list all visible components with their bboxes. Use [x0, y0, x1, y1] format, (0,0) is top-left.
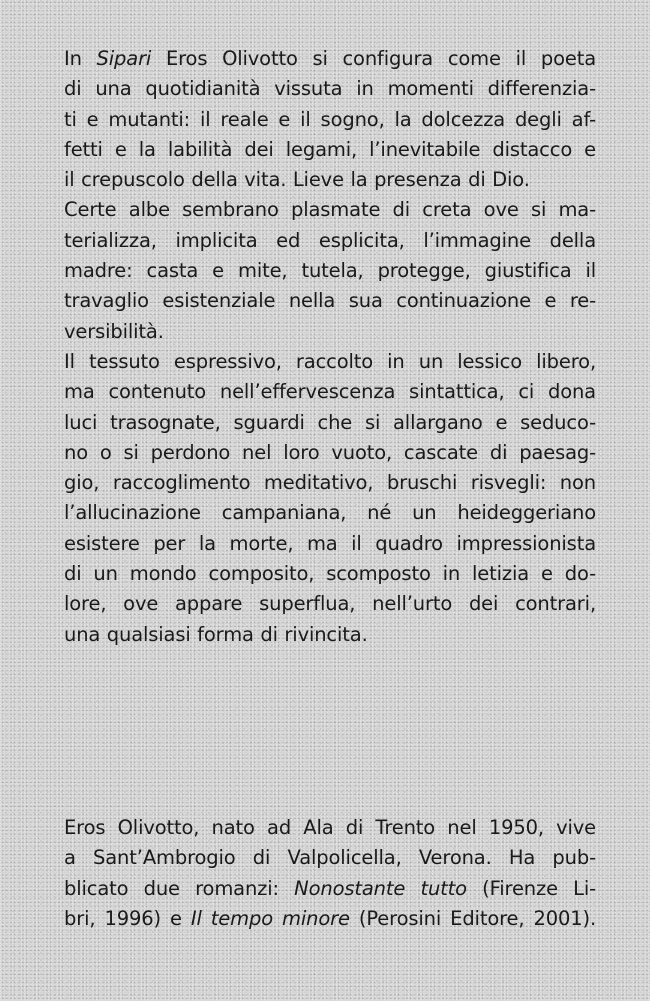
review-text: madre: casta e mite, tutela, protegge, giustifica il	[64, 259, 596, 283]
review-line	[64, 165, 596, 195]
review-text: esistere per la morte, ma il quadro impressionista	[64, 531, 596, 555]
review-text: luci trasognate, sguardi che si allargano e seduco-	[64, 410, 596, 434]
review-text	[64, 44, 596, 650]
review-text: ma contenuto nell’effervescenza sintattica, ci dona	[64, 380, 596, 404]
bio-line	[64, 904, 596, 934]
review-line	[64, 226, 596, 256]
review-text: una qualsiasi forma di rivincita.	[64, 622, 368, 646]
review-line	[64, 135, 596, 165]
review-line	[64, 286, 596, 316]
author-bio	[64, 813, 596, 934]
review-line	[64, 377, 596, 407]
bio-text: bri, 1996) e	[64, 906, 191, 930]
review-text: Il tessuto espressivo, raccolto in un lessico libero,	[64, 349, 596, 373]
bio-line	[64, 813, 596, 843]
review-line	[64, 589, 596, 619]
review-line	[64, 468, 596, 498]
review-text: gio, raccoglimento meditativo, bruschi risvegli: non	[64, 471, 596, 495]
review-line	[64, 44, 596, 74]
review-italic-title: Sipari	[96, 47, 152, 70]
bio-line	[64, 843, 596, 873]
review-text: In	[64, 47, 97, 70]
review-text: il crepuscolo della vita. Lieve la presenza di Dio.	[64, 168, 530, 192]
review-text: l’allucinazione campaniana, né un heideggeriano	[64, 501, 596, 525]
review-line	[64, 529, 596, 559]
review-text: di una quotidianità vissuta in momenti differenzia-	[64, 77, 596, 101]
bio-text: (Perosini Editore, 2001).	[349, 906, 597, 930]
bio-italic-title: Nonostante tutto	[294, 876, 467, 900]
review-line	[64, 317, 596, 347]
review-text: terializza, implicita ed esplicita, l’immagine della	[64, 228, 596, 252]
review-line	[64, 74, 596, 104]
bio-line	[64, 874, 596, 904]
review-text: no o si perdono nel loro vuoto, cascate di paesag-	[64, 440, 596, 464]
review-text: di un mondo composito, scomposto in letizia e do-	[64, 562, 596, 586]
review-line	[64, 498, 596, 528]
review-line	[64, 195, 596, 225]
review-text: lore, ove appare superflua, nell’urto dei contrari,	[64, 592, 596, 616]
review-line	[64, 105, 596, 135]
review-line	[64, 347, 596, 377]
review-text: Eros Olivotto si configura come il poeta	[151, 47, 597, 70]
review-line	[64, 408, 596, 438]
bio-text: a Sant’Ambrogio di Valpolicella, Verona. Ha pub-	[64, 846, 596, 870]
bio-text: blicato due romanzi:	[64, 876, 295, 900]
review-text: Certe albe sembrano plasmate di creta ove si ma-	[64, 198, 596, 222]
bio-text: Eros Olivotto, nato ad Ala di Trento nel 1950, vive	[64, 816, 596, 839]
bio-italic-title: Il tempo minore	[190, 906, 350, 930]
review-line	[64, 256, 596, 286]
review-text: travaglio esistenziale nella sua continuazione e re-	[64, 289, 596, 313]
review-line	[64, 559, 596, 589]
review-line	[64, 620, 596, 650]
review-text: fetti e la labilità dei legami, l’inevitabile distacco e	[64, 137, 596, 161]
bio-text: (Firenze Li-	[466, 876, 597, 900]
review-text: ti e mutanti: il reale e il sogno, la dolcezza degli af-	[64, 107, 596, 131]
review-text: versibilità.	[64, 319, 164, 343]
review-line	[64, 438, 596, 468]
